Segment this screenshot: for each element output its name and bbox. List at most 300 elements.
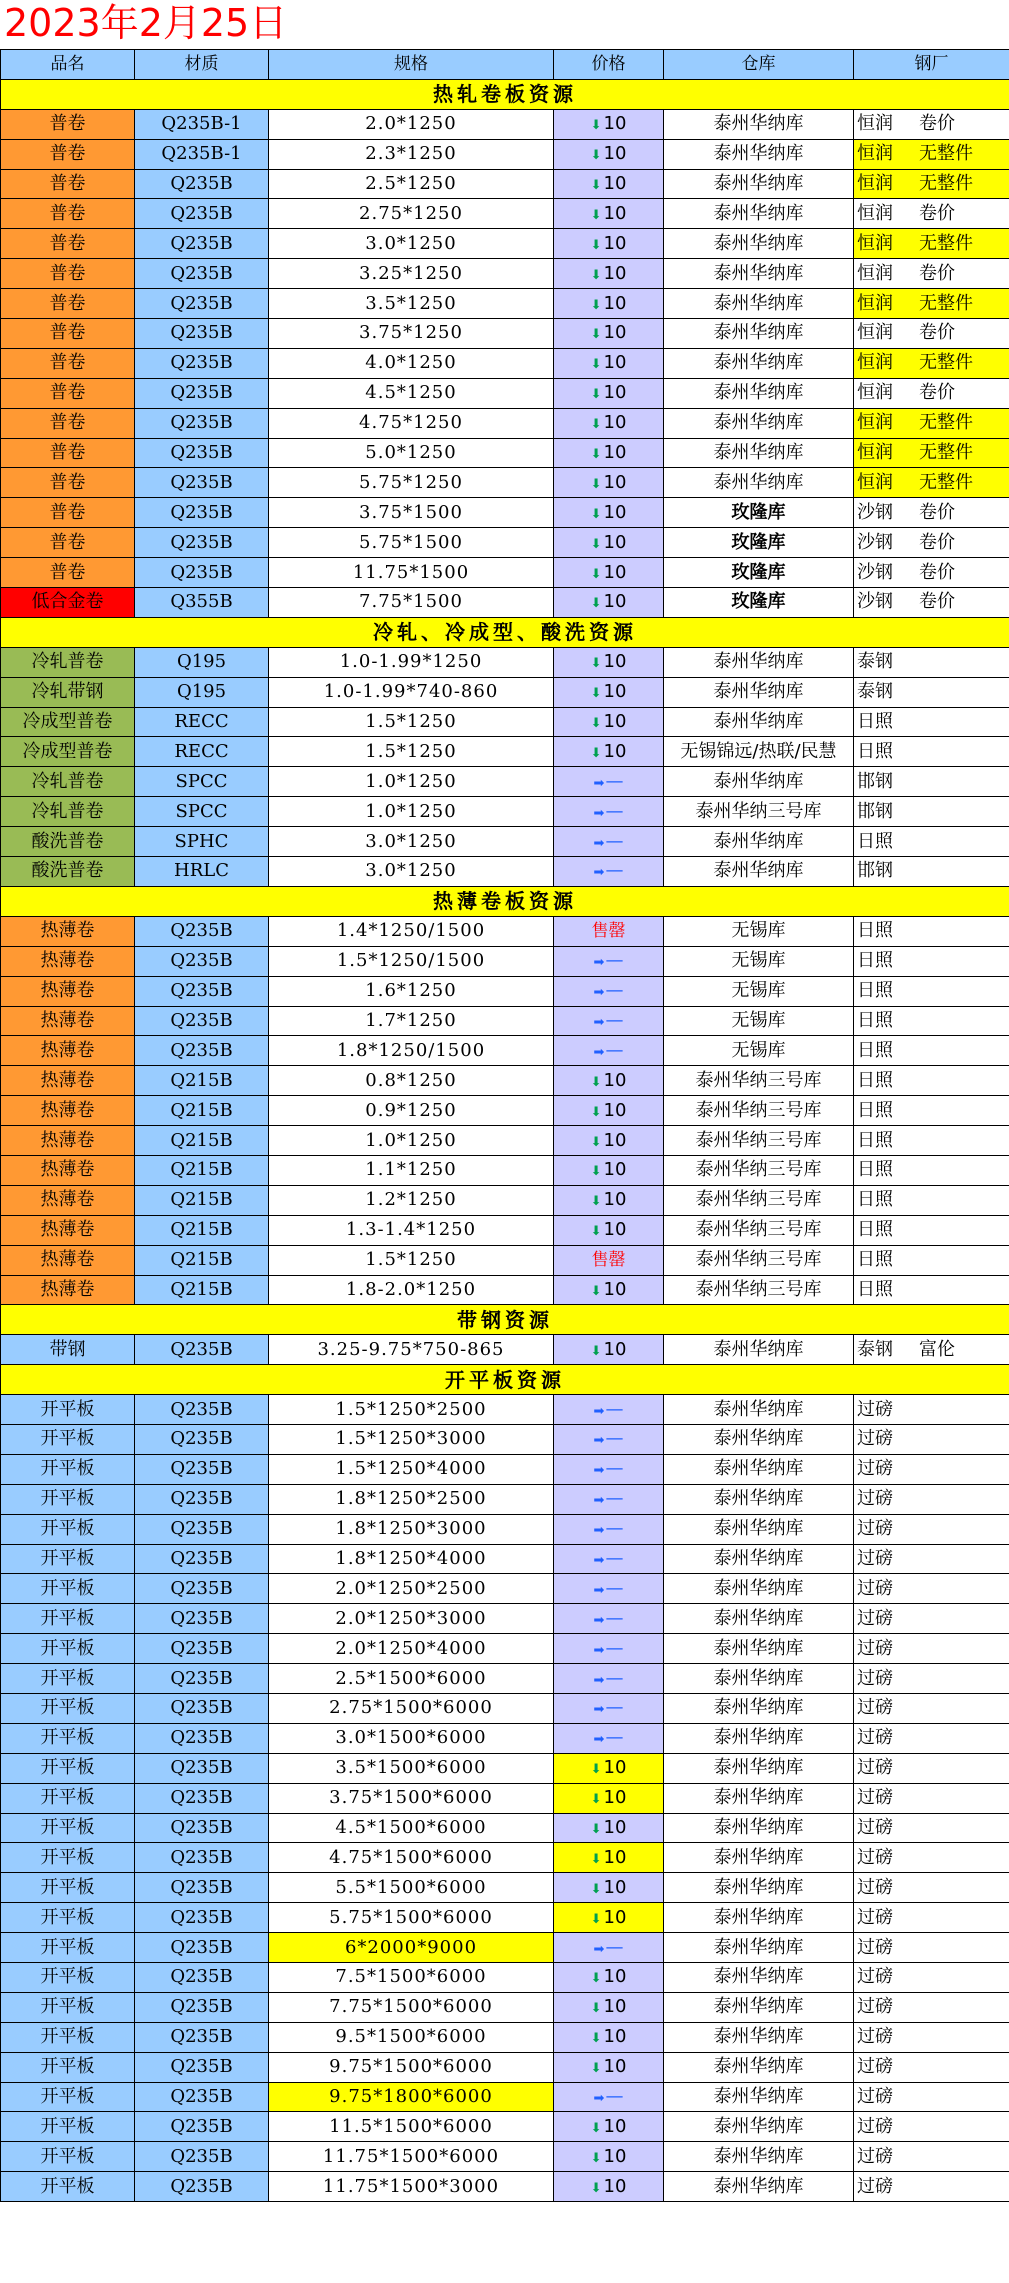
page-title: 2023年2月25日 [4,1,288,45]
price-down-arrow-icon: ⬇ [590,686,602,702]
column-header-material: 材质 [135,50,269,80]
mill-name: 过磅 [857,1398,893,1420]
table-row [1,946,1009,976]
price-cell [554,1484,664,1514]
warehouse-cell: 无锡库 [664,1036,854,1066]
spec-cell: 3.75*1250 [269,319,554,349]
warehouse-cell: 泰州华纳三号库 [664,1155,854,1185]
table-row [1,1484,1009,1514]
table-row [1,1395,1009,1425]
price-value: 10 [603,1099,627,1121]
mill-name: 过磅 [857,2145,893,2167]
material-cell: Q235B [135,348,269,378]
mill-cell [854,1514,1009,1544]
price-cell [554,1574,664,1604]
price-value: 10 [603,292,627,314]
mill-cell [854,1963,1009,1993]
price-flat-arrow-icon: ➡ [593,1582,605,1598]
table-row [1,1006,1009,1036]
warehouse-cell: 泰州华纳库 [664,2142,854,2172]
price-down-arrow-icon: ⬇ [590,596,602,612]
table-row [1,857,1009,887]
price-flat-arrow-icon: ➡ [593,1732,605,1748]
price-cell [554,289,664,319]
price-down-arrow-icon: ⬇ [590,1762,602,1778]
price-cell [554,1723,664,1753]
warehouse-cell: 泰州华纳库 [664,1454,854,1484]
product-name-cell: 开平板 [1,2022,135,2052]
mill-name: 过磅 [857,2056,893,2078]
mill-cell [854,1484,1009,1514]
table-row [1,109,1009,139]
mill-name: 恒润 [857,143,893,165]
mill-name: 恒润 [857,442,893,464]
mill-note: 富伦 [919,1338,955,1360]
price-down-arrow-icon: ⬇ [590,745,602,761]
price-cell [554,438,664,468]
price-cell [554,1693,664,1723]
table-row [1,528,1009,558]
header-row [1,50,1009,80]
price-flat-arrow-icon: ➡ [593,1493,605,1509]
spec-cell: 1.6*1250 [269,976,554,1006]
column-header-name: 品名 [1,50,135,80]
product-name-cell: 冷轧普卷 [1,797,135,827]
product-name-cell: 冷成型普卷 [1,737,135,767]
mill-name: 沙钢 [857,591,893,613]
spec-cell: 1.4*1250/1500 [269,916,554,946]
mill-name: 泰钢 [857,1338,893,1360]
material-cell: Q235B [135,946,269,976]
price-flat-arrow-icon: ➡ [593,835,605,851]
price-down-arrow-icon: ⬇ [590,1194,602,1210]
mill-name: 恒润 [857,113,893,135]
spec-cell: 4.0*1250 [269,348,554,378]
warehouse-cell: 泰州华纳库 [664,1992,854,2022]
product-name-cell: 热薄卷 [1,1066,135,1096]
warehouse-cell: 泰州华纳三号库 [664,1215,854,1245]
price-value: 10 [603,2175,627,2197]
product-name-cell: 开平板 [1,1723,135,1753]
material-cell: Q235B [135,1992,269,2022]
spec-cell: 2.5*1250 [269,169,554,199]
product-name-cell: 普卷 [1,229,135,259]
warehouse-cell: 泰州华纳三号库 [664,1185,854,1215]
mill-name: 过磅 [857,1518,893,1540]
column-header-price: 价格 [554,50,664,80]
price-flat-arrow-icon: ➡ [593,1433,605,1449]
table-row [1,1813,1009,1843]
price-value: 10 [603,1338,627,1360]
price-down-arrow-icon: ⬇ [590,476,602,492]
mill-name: 沙钢 [857,561,893,583]
material-cell: Q235B [135,1454,269,1484]
warehouse-cell: 泰州华纳库 [664,1395,854,1425]
price-down-arrow-icon: ⬇ [590,118,602,134]
product-name-cell: 热薄卷 [1,1126,135,1156]
material-cell: Q235B [135,1006,269,1036]
mill-cell [854,169,1009,199]
price-value: 10 [603,352,627,374]
product-name-cell: 开平板 [1,1634,135,1664]
table-row [1,1544,1009,1574]
warehouse-cell: 无锡库 [664,946,854,976]
price-flat-arrow-icon: ➡ [593,1941,605,1957]
price-down-arrow-icon: ⬇ [590,2180,602,2196]
product-name-cell: 开平板 [1,2082,135,2112]
product-name-cell: 热薄卷 [1,1245,135,1275]
table-row [1,1215,1009,1245]
mill-note: 无整件 [919,442,973,464]
mill-name: 过磅 [857,1577,893,1599]
spec-cell: 1.8*1250*2500 [269,1484,554,1514]
material-cell: Q235B [135,468,269,498]
price-table [0,49,1009,2202]
price-value: 10 [603,1189,627,1211]
mill-cell [854,737,1009,767]
spec-cell: 1.5*1250*3000 [269,1424,554,1454]
warehouse-cell: 玫隆库 [664,498,854,528]
table-row [1,1753,1009,1783]
spec-cell: 5.75*1500*6000 [269,1903,554,1933]
price-down-arrow-icon: ⬇ [590,297,602,313]
warehouse-cell: 泰州华纳库 [664,1933,854,1963]
material-cell: Q215B [135,1215,269,1245]
price-cell [554,1245,664,1275]
product-name-cell: 热薄卷 [1,1275,135,1305]
warehouse-cell: 泰州华纳库 [664,229,854,259]
price-cell [554,2172,664,2202]
price-cell [554,408,664,438]
mill-cell [854,1155,1009,1185]
price-cell [554,1992,664,2022]
spec-cell: 1.7*1250 [269,1006,554,1036]
mill-name: 日照 [857,740,893,762]
price-cell [554,677,664,707]
mill-name: 邯钢 [857,860,893,882]
spec-cell: 3.75*1500 [269,498,554,528]
warehouse-cell: 泰州华纳库 [664,1813,854,1843]
price-value: — [605,1547,624,1569]
spec-cell: 3.25*1250 [269,259,554,289]
material-cell: Q235B [135,438,269,468]
table-row [1,1903,1009,1933]
price-down-arrow-icon: ⬇ [590,178,602,193]
product-name-cell: 普卷 [1,109,135,139]
warehouse-cell: 泰州华纳库 [664,1574,854,1604]
price-value: 10 [603,2026,627,2048]
product-name-cell: 冷轧带钢 [1,677,135,707]
price-value: — [605,1637,624,1659]
warehouse-cell: 泰州华纳库 [664,1604,854,1634]
mill-cell [854,857,1009,887]
mill-cell [854,139,1009,169]
spec-cell: 1.0-1.99*740-860 [269,677,554,707]
price-cell [554,1873,664,1903]
product-name-cell: 普卷 [1,468,135,498]
mill-name: 恒润 [857,173,893,194]
mill-name: 过磅 [857,1876,893,1898]
warehouse-cell: 泰州华纳库 [664,199,854,229]
price-value: — [605,1039,624,1061]
mill-cell [854,946,1009,976]
mill-cell [854,408,1009,438]
spec-cell: 3.5*1500*6000 [269,1753,554,1783]
warehouse-cell: 玫隆库 [664,558,854,588]
mill-cell [854,976,1009,1006]
material-cell: Q235B [135,1036,269,1066]
material-cell: Q215B [135,1155,269,1185]
mill-name: 日照 [857,711,893,733]
material-cell: Q235B [135,528,269,558]
price-value: — [605,1009,624,1031]
product-name-cell: 普卷 [1,498,135,528]
warehouse-cell: 泰州华纳三号库 [664,1126,854,1156]
material-cell: Q235B [135,199,269,229]
product-name-cell: 开平板 [1,2052,135,2082]
table-row [1,707,1009,737]
mill-cell [854,2022,1009,2052]
price-cell [554,259,664,289]
table-row [1,677,1009,707]
mill-name: 日照 [857,1278,893,1300]
mill-name: 恒润 [857,292,893,314]
price-cell [554,199,664,229]
spec-cell: 4.75*1250 [269,408,554,438]
warehouse-cell: 泰州华纳库 [664,2052,854,2082]
price-table-body [1,50,1009,2202]
mill-name: 恒润 [857,471,893,493]
product-name-cell: 热薄卷 [1,976,135,1006]
spec-cell: 1.1*1250 [269,1155,554,1185]
price-value: — [605,1697,624,1719]
price-cell [554,857,664,887]
material-cell: Q235B [135,229,269,259]
mill-cell [854,1783,1009,1813]
mill-cell [854,199,1009,229]
spec-cell: 3.0*1250 [269,229,554,259]
price-cell [554,2022,664,2052]
material-cell: Q235B [135,1634,269,1664]
spec-cell: 2.0*1250*3000 [269,1604,554,1634]
mill-name: 过磅 [857,1787,893,1809]
product-name-cell: 开平板 [1,1604,135,1634]
section-title: 带钢资源 [1,1305,1009,1335]
price-cell [554,229,664,259]
mill-name: 日照 [857,1189,893,1211]
warehouse-cell: 泰州华纳库 [664,1783,854,1813]
mill-note: 卷价 [919,531,955,553]
spec-cell: 11.75*1500*6000 [269,2142,554,2172]
mill-cell [854,1992,1009,2022]
table-row [1,1335,1009,1365]
warehouse-cell: 泰州华纳三号库 [664,1245,854,1275]
product-name-cell: 普卷 [1,169,135,199]
material-cell: Q215B [135,1185,269,1215]
price-cell [554,378,664,408]
price-cell [554,1126,664,1156]
mill-cell [854,378,1009,408]
price-down-arrow-icon: ⬇ [590,1343,602,1359]
price-value: 10 [603,591,627,613]
price-value: — [605,1428,624,1450]
section-header-row [1,1365,1009,1395]
price-value: 售罄 [591,1250,626,1271]
product-name-cell: 普卷 [1,438,135,468]
price-value: 10 [603,173,627,194]
spec-cell: 2.3*1250 [269,139,554,169]
price-cell [554,1006,664,1036]
table-row [1,767,1009,797]
price-cell [554,1634,664,1664]
material-cell: Q235B [135,2142,269,2172]
price-down-arrow-icon: ⬇ [590,1164,602,1180]
spec-cell: 9.75*1800*6000 [269,2082,554,2112]
table-row [1,1514,1009,1544]
mill-cell [854,1933,1009,1963]
mill-cell [854,528,1009,558]
mill-note: 卷价 [919,382,955,404]
mill-cell [854,827,1009,857]
price-value: 10 [603,1787,627,1809]
price-value: 10 [603,740,627,762]
warehouse-cell: 泰州华纳库 [664,1514,854,1544]
spec-cell: 1.8-2.0*1250 [269,1275,554,1305]
spec-cell: 9.75*1500*6000 [269,2052,554,2082]
price-flat-arrow-icon: ➡ [593,1463,605,1479]
price-flat-arrow-icon: ➡ [593,805,605,821]
material-cell: Q215B [135,1126,269,1156]
product-name-cell: 开平板 [1,1484,135,1514]
warehouse-cell: 泰州华纳库 [664,1873,854,1903]
material-cell: Q215B [135,1275,269,1305]
warehouse-cell: 泰州华纳三号库 [664,1275,854,1305]
price-down-arrow-icon: ⬇ [590,1971,602,1987]
material-cell: SPCC [135,767,269,797]
price-down-arrow-icon: ⬇ [590,387,602,403]
price-cell [554,588,664,618]
section-header-row [1,79,1009,109]
material-cell: Q235B [135,2082,269,2112]
price-value: — [605,1607,624,1629]
price-cell [554,1454,664,1484]
mill-name: 过磅 [857,1966,893,1988]
price-flat-arrow-icon: ➡ [593,1403,605,1419]
table-row [1,438,1009,468]
price-cell [554,2082,664,2112]
material-cell: Q215B [135,1066,269,1096]
table-row [1,1933,1009,1963]
warehouse-cell: 泰州华纳库 [664,767,854,797]
spec-cell: 1.5*1250 [269,737,554,767]
price-cell [554,797,664,827]
material-cell: Q235B [135,1963,269,1993]
mill-name: 恒润 [857,202,893,224]
price-down-arrow-icon: ⬇ [590,2001,602,2017]
table-row [1,1723,1009,1753]
mill-cell [854,468,1009,498]
product-name-cell: 酸洗普卷 [1,857,135,887]
spec-cell: 5.75*1250 [269,468,554,498]
mill-cell [854,558,1009,588]
price-value: 10 [603,651,627,673]
mill-cell [854,677,1009,707]
price-cell [554,109,664,139]
warehouse-cell: 泰州华纳库 [664,1634,854,1664]
table-row [1,1693,1009,1723]
price-value: — [605,1518,624,1540]
product-name-cell: 开平板 [1,1843,135,1873]
material-cell: Q235B [135,1335,269,1365]
price-value: 10 [603,442,627,464]
spec-cell: 1.0*1250 [269,1126,554,1156]
price-cell [554,647,664,677]
warehouse-cell: 泰州华纳库 [664,438,854,468]
price-value: 10 [603,471,627,493]
column-header-spec: 规格 [269,50,554,80]
warehouse-cell: 泰州华纳三号库 [664,797,854,827]
product-name-cell: 开平板 [1,1424,135,1454]
material-cell: Q235B [135,1544,269,1574]
price-value: 10 [603,113,627,135]
price-value: 10 [603,1129,627,1151]
mill-name: 过磅 [857,1697,893,1719]
mill-name: 日照 [857,1069,893,1091]
spec-cell: 2.0*1250*2500 [269,1574,554,1604]
price-cell [554,1813,664,1843]
product-name-cell: 开平板 [1,1514,135,1544]
mill-name: 泰钢 [857,651,893,673]
material-cell: Q235B [135,319,269,349]
material-cell: Q235B [135,1783,269,1813]
price-cell [554,558,664,588]
material-cell: Q195 [135,677,269,707]
material-cell: Q195 [135,647,269,677]
price-down-arrow-icon: ⬇ [590,447,602,463]
warehouse-cell: 泰州华纳库 [664,1843,854,1873]
mill-name: 恒润 [857,262,893,284]
price-cell [554,169,664,199]
material-cell: Q235B [135,1693,269,1723]
price-cell [554,1903,664,1933]
price-value: 10 [603,1219,627,1241]
mill-cell [854,916,1009,946]
mill-cell [854,2172,1009,2202]
mill-cell [854,707,1009,737]
mill-name: 沙钢 [857,501,893,523]
mill-name: 日照 [857,920,893,942]
price-cell [554,737,664,767]
warehouse-cell: 泰州华纳库 [664,109,854,139]
mill-cell [854,1395,1009,1425]
warehouse-cell: 玫隆库 [664,528,854,558]
material-cell: Q235B [135,1604,269,1634]
price-down-arrow-icon: ⬇ [590,1851,602,1867]
mill-cell [854,767,1009,797]
mill-name: 日照 [857,950,893,972]
price-cell [554,1933,664,1963]
product-name-cell: 开平板 [1,1544,135,1574]
material-cell: Q235B [135,259,269,289]
table-row [1,2172,1009,2202]
warehouse-cell: 玫隆库 [664,588,854,618]
material-cell: Q235B [135,289,269,319]
material-cell: Q235B [135,2112,269,2142]
spec-cell: 1.0-1.99*1250 [269,647,554,677]
price-cell [554,1155,664,1185]
mill-cell [854,229,1009,259]
mill-name: 恒润 [857,352,893,374]
